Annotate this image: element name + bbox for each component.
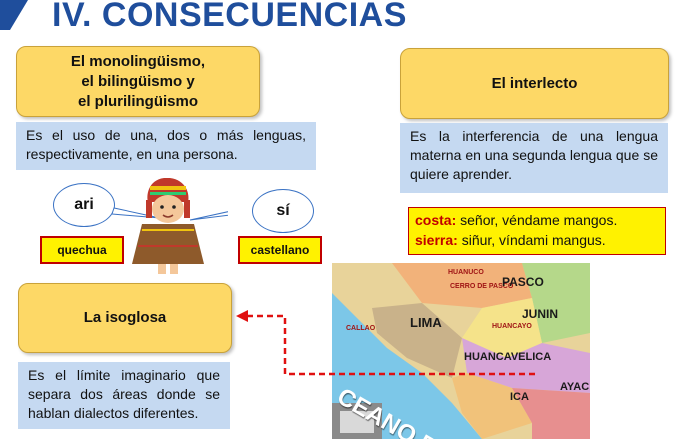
interlect-examples — [408, 207, 666, 255]
title-accent-shape — [0, 0, 28, 30]
example-highland-text: siñur, víndami mangus. — [457, 232, 606, 248]
map-label-ica: ICA — [510, 391, 529, 403]
peru-map — [332, 263, 590, 439]
example-coast-text: señor, véndame mangos. — [456, 212, 618, 228]
castellano-label: castellano — [238, 236, 322, 264]
map-label-callao: CALLAO — [346, 325, 376, 332]
map-label-huancayo: HUANCAYO — [492, 323, 532, 330]
multilingualism-card — [16, 46, 260, 117]
multilingualism-line-1: El monolingüismo, — [70, 52, 206, 70]
isogloss-card — [18, 283, 232, 353]
map-label-huancavelica: HUANCAVELICA — [464, 351, 552, 363]
interlect-label: El interlecto — [491, 74, 578, 92]
map-label-lima: LIMA — [410, 315, 442, 330]
map-label-huanuco: HUANUCO — [448, 269, 484, 276]
interlect-description: Es la interferencia de una lengua materna en una segunda lengua que se quiere aprender. — [400, 123, 668, 193]
andean-child-illustration — [108, 176, 228, 276]
map-label-cerro: CERRO DE PASCO — [450, 283, 514, 290]
map-label-pasco: PASCO — [502, 275, 544, 289]
example-highland-region: sierra: — [415, 232, 458, 248]
example-coast-region: costa: — [415, 212, 457, 228]
multilingualism-line-3: el plurilingüismo — [77, 92, 198, 110]
example-highland — [415, 230, 659, 250]
slide-title: IV. CONSECUENCIAS — [52, 0, 407, 34]
isogloss-label: La isoglosa — [83, 309, 167, 326]
speech-bubble-left — [53, 183, 115, 227]
interlect-card — [400, 48, 669, 119]
map-label-junin: JUNIN — [522, 307, 559, 321]
map-label-ayac: AYAC — [560, 381, 590, 393]
example-coast — [415, 210, 659, 230]
speech-bubble-right — [252, 189, 314, 233]
speech-word-left: ari — [74, 196, 94, 213]
quechua-label: quechua — [40, 236, 124, 264]
multilingualism-description: Es el uso de una, dos o más lenguas, respectivamente, en una persona. — [16, 122, 316, 170]
multilingualism-line-2: el bilingüismo y — [81, 72, 195, 90]
isogloss-description: Es el límite imaginario que separa dos áreas donde se hablan dialectos diferentes. — [18, 362, 230, 429]
speech-word-right: sí — [276, 202, 290, 219]
